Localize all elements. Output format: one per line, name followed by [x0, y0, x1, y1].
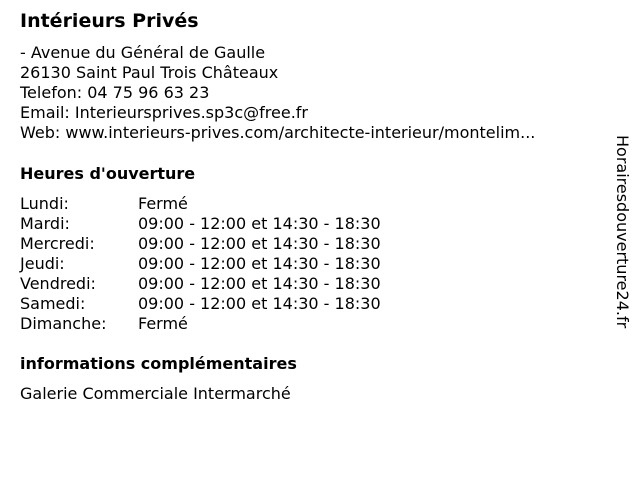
contact-block	[20, 43, 535, 143]
watermark-text: Horairesdouverture24.fr	[613, 135, 632, 329]
time-value: Fermé	[138, 194, 188, 213]
info-text: Galerie Commerciale Intermarché	[20, 384, 291, 403]
day-label: Lundi:	[20, 194, 69, 213]
phone-text: Telefon: 04 75 96 63 23	[20, 83, 210, 102]
day-label: Samedi:	[20, 294, 86, 313]
address-street: - Avenue du Général de Gaulle	[20, 43, 266, 62]
watermark	[612, 135, 632, 375]
address-city: 26130 Saint Paul Trois Châteaux	[20, 63, 279, 82]
day-label: Dimanche:	[20, 314, 107, 333]
time-value: 09:00 - 12:00 et 14:30 - 18:30	[138, 294, 381, 313]
day-label: Jeudi:	[20, 254, 65, 273]
business-name: Intérieurs Privés	[20, 10, 199, 32]
time-value: Fermé	[138, 314, 188, 333]
time-value: 09:00 - 12:00 et 14:30 - 18:30	[138, 214, 381, 233]
time-value: 09:00 - 12:00 et 14:30 - 18:30	[138, 254, 381, 273]
time-value: 09:00 - 12:00 et 14:30 - 18:30	[138, 234, 381, 253]
day-label: Vendredi:	[20, 274, 96, 293]
website-text: Web: www.interieurs-prives.com/architecte-interieur/montelim...	[20, 123, 536, 142]
day-label: Mardi:	[20, 214, 70, 233]
hours-heading: Heures d'ouverture	[20, 164, 196, 183]
info-heading: informations complémentaires	[20, 354, 297, 373]
day-label: Mercredi:	[20, 234, 95, 253]
time-value: 09:00 - 12:00 et 14:30 - 18:30	[138, 274, 381, 293]
email-text: Email: Interieursprives.sp3c@free.fr	[20, 103, 308, 122]
